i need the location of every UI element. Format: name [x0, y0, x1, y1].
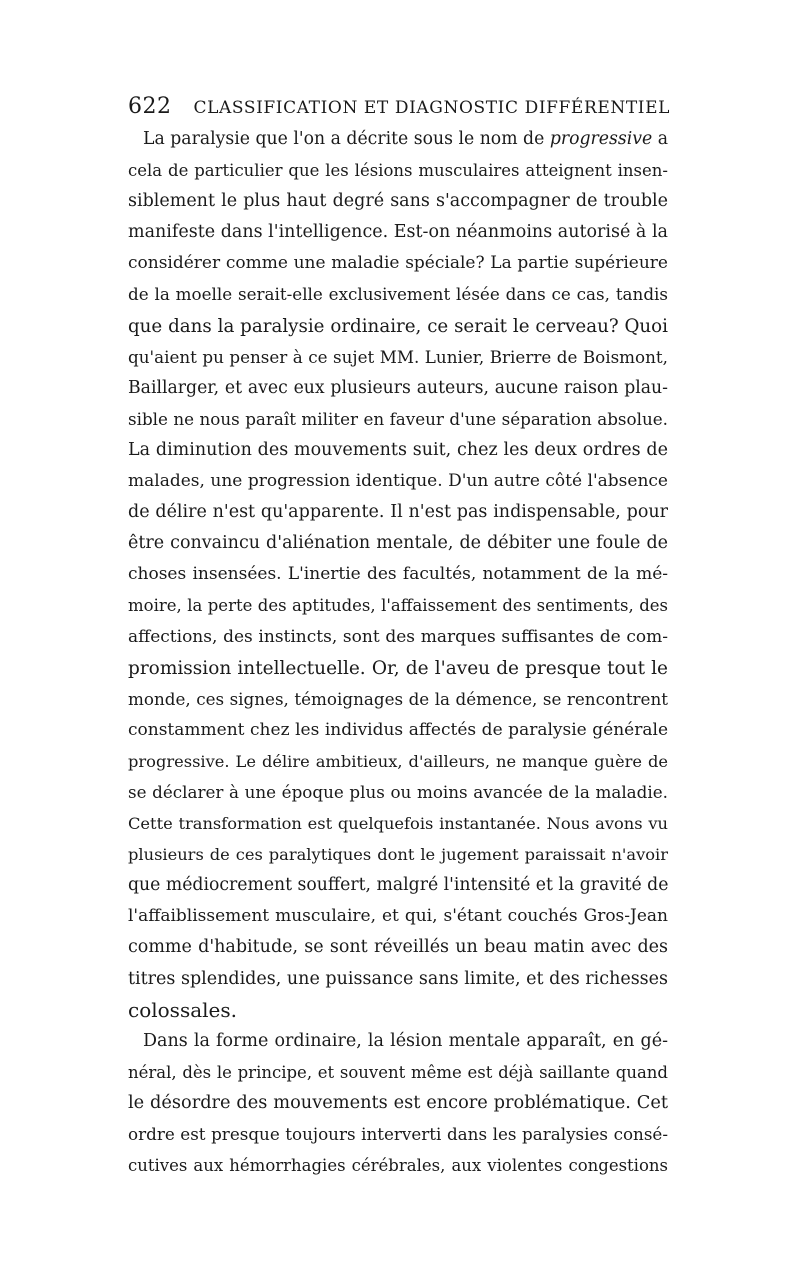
text-line: ordre est presque toujours interverti dans les paralysies consé-: [128, 1124, 668, 1144]
text-line: promission intellectuelle. Or, de l'aveu de presque tout le: [128, 657, 668, 679]
text-line: La paralysie que l'on a décrite sous le nom de progressive a: [143, 129, 668, 149]
text-line: qu'aient pu penser à ce sujet MM. Lunier, Brierre de Boismont,: [128, 346, 668, 367]
text-line: La diminution des mouvements suit, chez les deux ordres de: [128, 439, 668, 460]
text-line: cutives aux hémorrhagies cérébrales, aux violentes congestions: [128, 1156, 668, 1176]
text-line: plusieurs de ces paralytiques dont le jugement paraissait n'avoir: [128, 845, 668, 865]
text-line: Cette transformation est quelquefois instantanée. Nous avons vu: [128, 814, 668, 834]
text-line: comme d'habitude, se sont réveillés un beau matin avec des: [128, 937, 668, 958]
text-line: être convaincu d'aliénation mentale, de débiter une foule de: [128, 533, 668, 554]
text-line: considérer comme une maladie spéciale? La partie supérieure: [128, 253, 668, 274]
emphasized-word: progressive: [549, 129, 653, 149]
text-line: l'affaiblissement musculaire, et qui, s'étant couchés Gros-Jean: [128, 906, 668, 927]
text-line: moire, la perte des aptitudes, l'affaissement des sentiments, des: [128, 596, 668, 616]
body-text: [128, 124, 668, 1181]
text-line: constamment chez les individus affectés de paralysie générale: [128, 719, 668, 740]
text-line: colossales.: [128, 997, 237, 1022]
text-line: néral, dès le principe, et souvent même est déjà saillante quand: [128, 1062, 668, 1082]
text-line: affections, des instincts, sont des marques suffisantes de com-: [128, 626, 668, 647]
text-line: Dans la forme ordinaire, la lésion mentale apparaît, en gé-: [143, 1030, 668, 1051]
paragraph-1: [128, 124, 668, 1026]
text-line: cela de particulier que les lésions musculaires atteignent insen-: [128, 161, 668, 181]
text-line: titres splendides, une puissance sans limite, et des richesses: [128, 968, 668, 989]
text-line: progressive. Le délire ambitieux, d'ailleurs, ne manque guère de: [128, 751, 668, 771]
text-line: de délire n'est qu'apparente. Il n'est pas indispensable, pour: [128, 502, 668, 523]
running-title: CLASSIFICATION ET DIAGNOSTIC DIFFÉRENTIEL: [193, 98, 670, 118]
text-line: que médiocrement souffert, malgré l'intensité et la gravité de: [128, 875, 669, 896]
text-line: se déclarer à une époque plus ou moins avancée de la maladie.: [128, 781, 668, 802]
text-line: manifeste dans l'intelligence. Est-on néanmoins autorisé à la: [128, 222, 668, 243]
text-line: choses insensées. L'inertie des facultés, notamment de la mé-: [128, 564, 668, 585]
text-line: que dans la paralysie ordinaire, ce serait le cerveau? Quoi: [128, 315, 668, 337]
paragraph-2: [128, 1026, 668, 1181]
text-line: malades, une progression identique. D'un autre côté l'absence: [128, 471, 668, 492]
text-line: sible ne nous paraît militer en faveur d'une séparation absolue.: [128, 408, 668, 429]
text-line: Baillarger, et avec eux plusieurs auteurs, aucune raison plau-: [128, 377, 668, 398]
text-line: de la moelle serait-elle exclusivement lésée dans ce cas, tandis: [128, 284, 668, 305]
page-number: 622: [128, 94, 172, 119]
text-line: monde, ces signes, témoignages de la démence, se rencontrent: [128, 688, 668, 709]
running-head: [128, 95, 668, 120]
text-line: siblement le plus haut degré sans s'accompagner de trouble: [128, 191, 668, 212]
text-line: le désordre des mouvements est encore problématique. Cet: [128, 1092, 668, 1113]
